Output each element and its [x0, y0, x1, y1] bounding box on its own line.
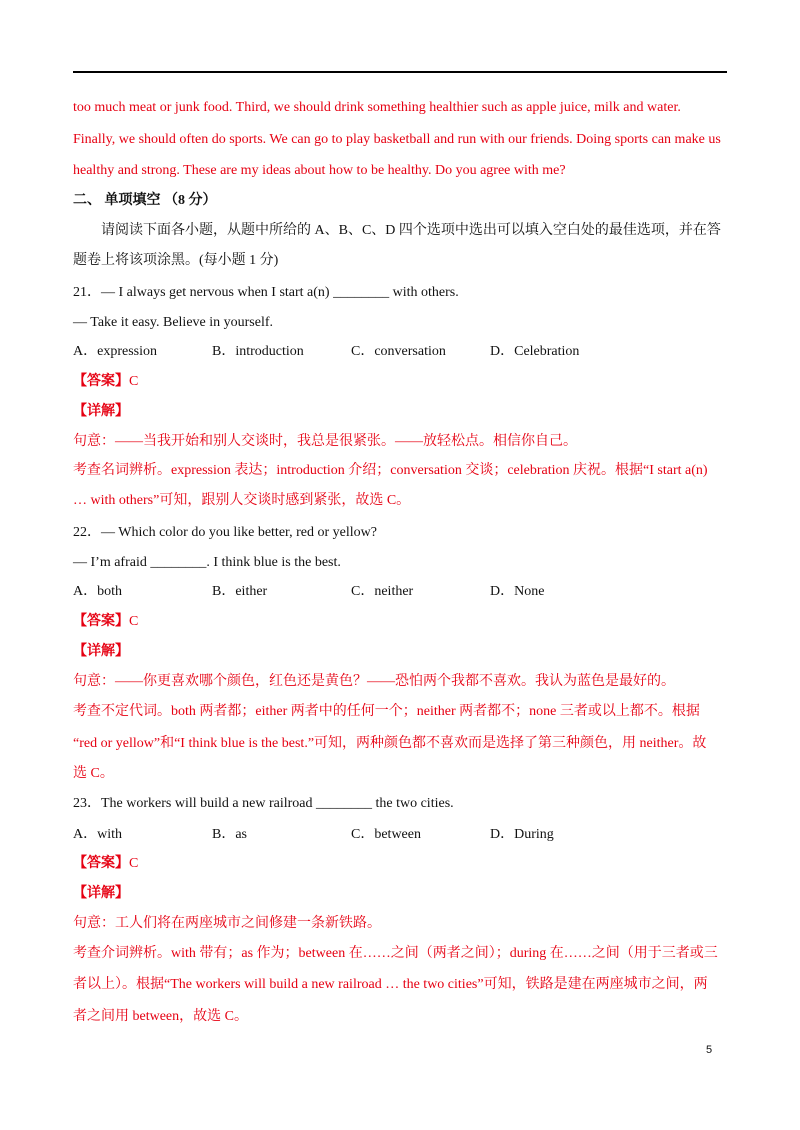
question-22-detail-1: 句意：——你更喜欢哪个颜色，红色还是黄色？——恐怕两个我都不喜欢。我认为蓝色是最好的。 [73, 674, 675, 689]
question-23-option-b: B．as [212, 827, 247, 842]
question-23-detail-label: 【详解】 [73, 886, 129, 901]
paragraph-line-2: Finally, we should often do sports. We can go to play basketball and run with our friends. Doing sports can make us [73, 132, 721, 147]
question-23-stem: 23．The workers will build a new railroad ________ the two cities. [73, 796, 454, 811]
question-21-detail-3: … with others”可知，跟别人交谈时感到紧张，故选 C。 [73, 493, 411, 508]
header-rule [73, 71, 727, 73]
question-22-option-d: D．None [490, 584, 545, 599]
question-21-option-b: B．introduction [212, 344, 304, 359]
question-22-option-c: C．neither [351, 584, 414, 599]
question-21-option-a: A．expression [73, 344, 157, 359]
question-23-detail-3: 者以上）。根据“The workers will build a new railroad … the two cities”可知，铁路是建在两座城市之间，两 [73, 977, 708, 992]
section-heading: 二、 单项填空 （8 分） [73, 193, 217, 208]
question-22-detail-4: 选 C。 [73, 766, 114, 781]
paragraph-line-3: healthy and strong. These are my ideas about how to be healthy. Do you agree with me? [73, 163, 566, 178]
question-22-reply: — I’m afraid ________. I think blue is the best. [73, 555, 341, 570]
question-23-detail-4: 者之间用 between，故选 C。 [73, 1009, 248, 1024]
paragraph-line-1: too much meat or junk food. Third, we should drink something healthier such as apple juice, milk and water. [73, 100, 681, 115]
question-23-answer [73, 854, 727, 874]
question-23-detail-2: 考查介词辨析。with 带有；as 作为；between 在……之间（两者之间）；during 在……之间（用于三者或三 [73, 946, 718, 961]
question-21-option-d: D．Celebration [490, 344, 580, 359]
question-23-option-d: D．During [490, 827, 554, 842]
answer-label: 【答案】 [73, 856, 129, 871]
answer-label: 【答案】 [73, 374, 129, 389]
answer-label: 【答案】 [73, 614, 129, 629]
section-instruction-2: 题卷上将该项涂黑。(每小题 1 分) [73, 253, 279, 268]
answer-value: C [129, 374, 139, 389]
question-21-detail-label: 【详解】 [73, 404, 129, 419]
question-22-detail-2: 考查不定代词。both 两者都；either 两者中的任何一个；neither 两者都不；none 三者或以上都不。根据 [73, 704, 700, 719]
answer-value: C [129, 614, 139, 629]
question-21-answer [73, 372, 727, 392]
question-21-detail-2: 考查名词辨析。expression 表达；introduction 介绍；conversation 交谈；celebration 庆祝。根据“I start a(n) [73, 463, 708, 478]
question-23-option-c: C．between [351, 827, 421, 842]
answer-value: C [129, 856, 139, 871]
question-22-answer [73, 612, 727, 632]
section-instruction-1: 请阅读下面各小题，从题中所给的 A、B、C、D 四个选项中选出可以填入空白处的最佳选项，并在答 [101, 223, 721, 238]
page-number: 5 [706, 1044, 713, 1056]
question-21-stem: 21．— I always get nervous when I start a(n) ________ with others. [73, 285, 459, 300]
question-21-option-c: C．conversation [351, 344, 446, 359]
question-22-option-a: A．both [73, 584, 122, 599]
question-23-option-a: A．with [73, 827, 122, 842]
question-22-detail-3: “red or yellow”和“I think blue is the best.”可知，两种颜色都不喜欢而是选择了第三种颜色，用 neither。故 [73, 736, 707, 751]
question-21-reply: — Take it easy. Believe in yourself. [73, 315, 274, 330]
question-22-stem: 22．— Which color do you like better, red or yellow? [73, 525, 377, 540]
question-23-detail-1: 句意：工人们将在两座城市之间修建一条新铁路。 [73, 916, 381, 931]
question-21-detail-1: 句意：——当我开始和别人交谈时，我总是很紧张。——放轻松点。相信你自己。 [73, 434, 577, 449]
question-22-detail-label: 【详解】 [73, 644, 129, 659]
question-22-option-b: B．either [212, 584, 268, 599]
